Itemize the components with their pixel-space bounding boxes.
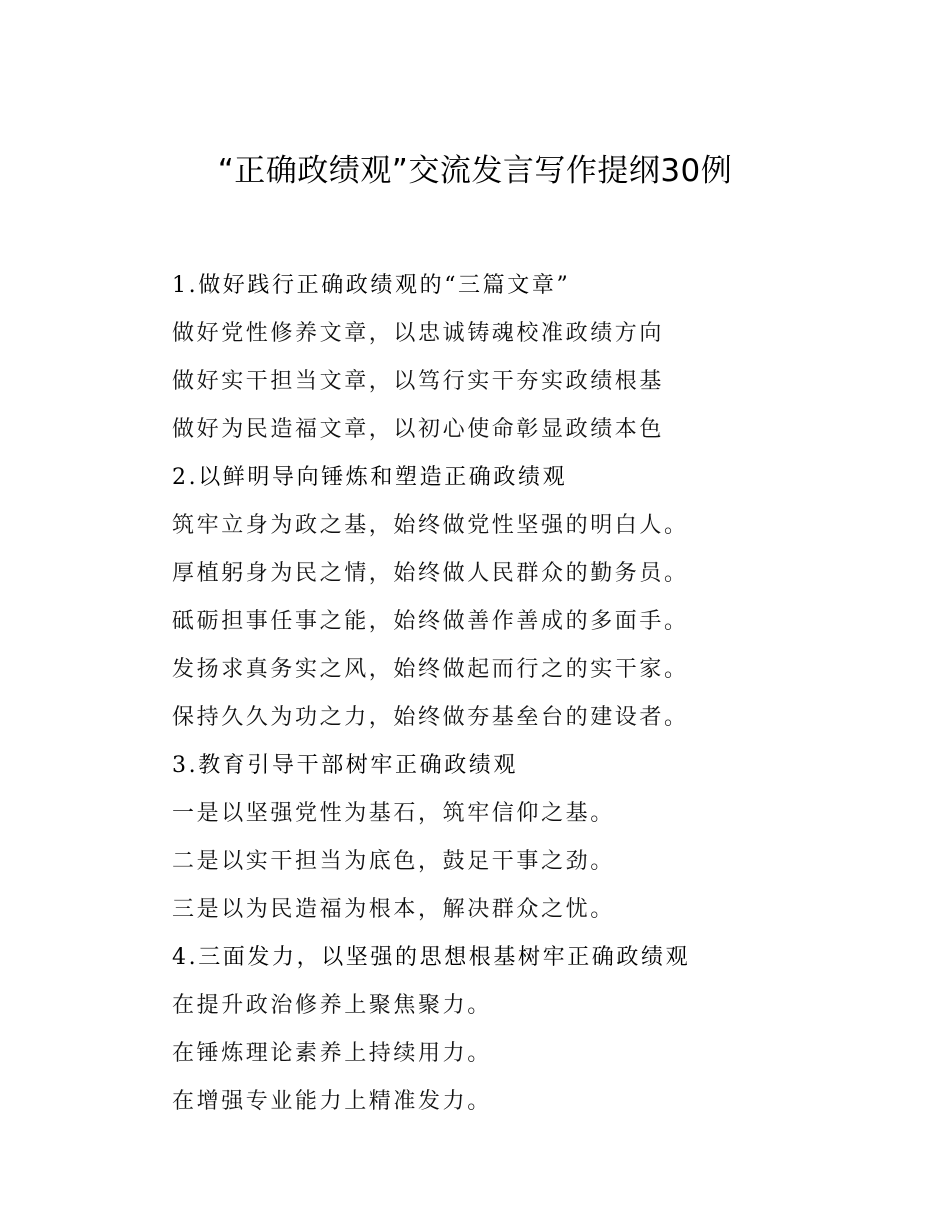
document-body [172, 262, 892, 1126]
outline-item: 做好实干担当文章，以笃行实干夯实政绩根基 [172, 369, 665, 394]
outline-item: 一是以坚强党性为基石，筑牢信仰之基。 [172, 801, 615, 826]
outline-item: 二是以实干担当为底色，鼓足干事之劲。 [172, 849, 615, 874]
document-title: “正确政绩观”交流发言写作提纲30例 [217, 153, 733, 189]
outline-item: 发扬求真务实之风，始终做起而行之的实干家。 [172, 657, 689, 682]
outline-item: 三是以为民造福为根本，解决群众之忧。 [172, 897, 615, 922]
outline-item: 保持久久为功之力，始终做夯基垒台的建设者。 [172, 705, 689, 730]
outline-item: 在提升政治修养上聚焦聚力。 [172, 993, 492, 1018]
outline-item: 做好党性修养文章，以忠诚铸魂校准政绩方向 [172, 321, 665, 346]
section-heading-3: 3.教育引导干部树牢正确政绩观 [172, 753, 518, 778]
section-heading-2: 2.以鲜明导向锤炼和塑造正确政绩观 [172, 465, 568, 490]
section-heading-1: 1.做好践行正确政绩观的“三篇文章” [172, 273, 571, 298]
outline-item: 筑牢立身为政之基，始终做党性坚强的明白人。 [172, 513, 689, 538]
section-heading-4: 4.三面发力，以坚强的思想根基树牢正确政绩观 [172, 945, 691, 970]
outline-item: 做好为民造福文章，以初心使命彰显政绩本色 [172, 417, 665, 442]
outline-item: 在增强专业能力上精准发力。 [172, 1089, 492, 1114]
outline-item: 砥砺担事任事之能，始终做善作善成的多面手。 [172, 609, 689, 634]
outline-item: 在锤炼理论素养上持续用力。 [172, 1041, 492, 1066]
outline-item: 厚植躬身为民之情，始终做人民群众的勤务员。 [172, 561, 689, 586]
